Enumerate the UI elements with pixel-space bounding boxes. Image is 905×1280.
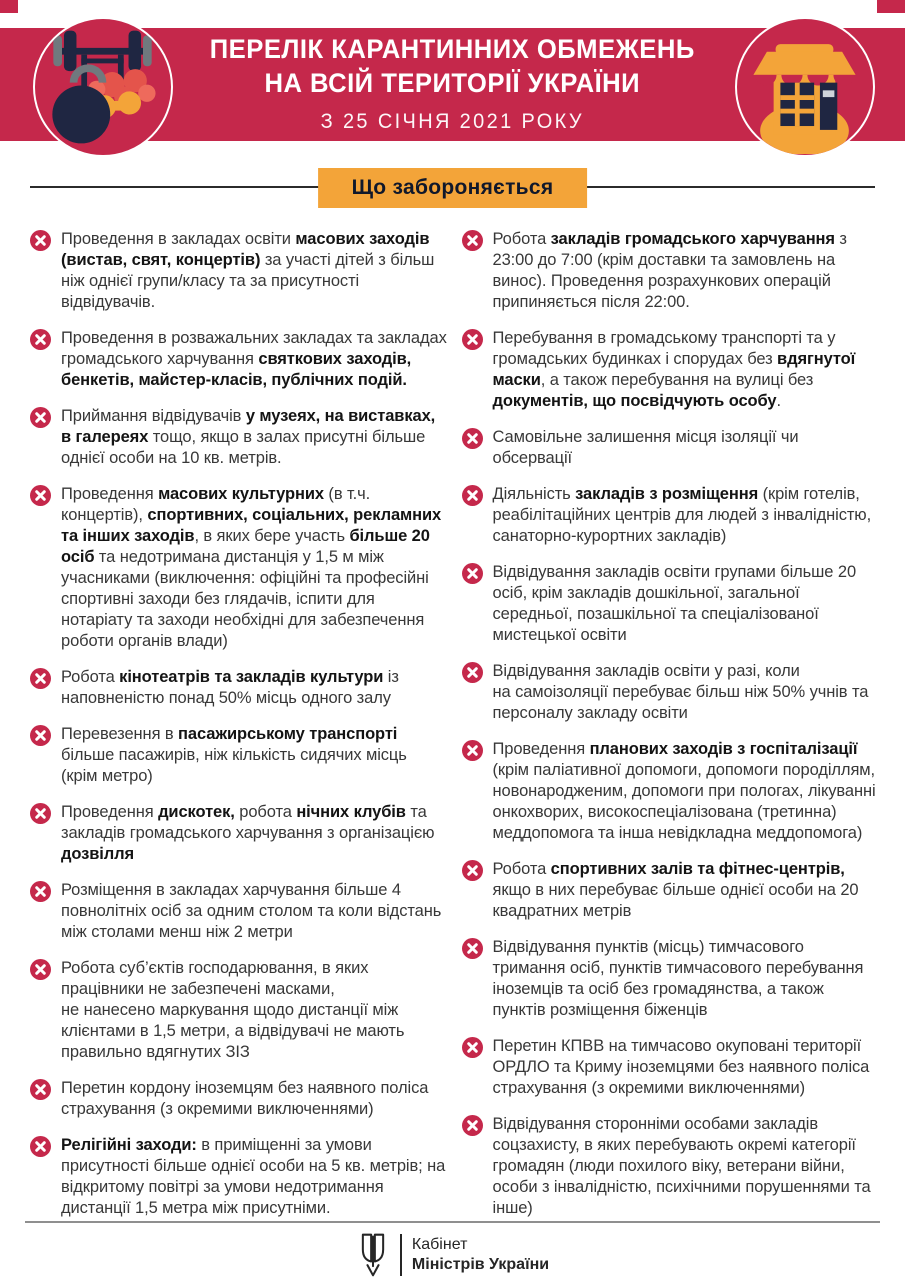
restriction-text: Проведення дискотек, робота нічних клубів та закладів громадського харчування з організацією дозвілля [61,803,435,863]
prohibited-x-icon [462,938,483,959]
restriction-text: Проведення масових культурних (в т.ч. концертів), спортивних, соціальних, рекламних та інших заходів, в яких бере участь більше 20 осіб та недотримана дистанція у 1,5 м між учасниками (виключення: офіційні та професійні спортивні заходи без глядачів, іспити для нотаріату та заходи необхідні для забезпечення роботи органів влади) [61,485,442,650]
organization-name [412,1235,549,1275]
restriction-text: Відвідування сторонніми особами закладів соцзахисту, в яких перебувають окремі категорії громадян (люди похилого віку, ветерани війни, особи з інвалідністю, психічними порушеннями та інше) [492,1115,871,1217]
prohibited-x-icon [30,881,51,902]
restriction-text: Релігійні заходи: в приміщенні за умови присутності більше однієї особи на 5 кв. метрів; на відкритому повітрі за умови недотримання дистанції 1,5 метра між присутніми. [61,1136,446,1217]
restriction-item [30,802,448,865]
restriction-item [462,739,880,844]
restriction-item [30,1135,448,1219]
restriction-text: Проведення в розважальних закладах та закладах громадського харчування святкових заходів, бенкетів, майстер-класів, публічних подій. [61,329,447,389]
prohibited-x-icon [462,230,483,251]
government-logo [0,1230,905,1280]
restriction-item [462,562,880,646]
restriction-text: Відвідування закладів освіти у разі, коли на самоізоляції перебуває більш ніж 50% учнів та персоналу закладу освіти [492,662,869,722]
section-badge [318,168,588,208]
title-line-1: ПЕРЕЛІК КАРАНТИННИХ ОБМЕЖЕНЬ [209,34,695,65]
restriction-item [30,958,448,1063]
prohibited-x-icon [462,329,483,350]
prohibited-x-icon [462,860,483,881]
restriction-item [462,328,880,412]
restriction-text: Перевезення в пасажирському транспорті більше пасажирів, ніж кількість сидячих місць (крім метро) [61,725,407,785]
restriction-item [462,229,880,313]
restriction-item [462,1114,880,1219]
restrictions-list [30,229,879,1234]
prohibited-x-icon [30,1136,51,1157]
prohibited-x-icon [30,1079,51,1100]
restriction-text: Відвідування закладів освіти групами більше 20 осіб, крім закладів дошкільної, загальної середньої, позашкільної та спеціалізованої мистецької освіти [492,563,857,644]
restriction-item [30,328,448,391]
restrictions-column-left [30,229,448,1234]
prohibited-x-icon [462,563,483,584]
prohibited-x-icon [462,662,483,683]
org-line-2: Міністрів України [411,1256,550,1273]
restriction-text: Перетин кордону іноземцям без наявного поліса страхування (з окремими виключеннями) [61,1079,429,1118]
restriction-text: Робота закладів громадського харчування з 23:00 до 7:00 (крім доставки та замовлень на винос). Проведення розрахункових операцій припиняється після 22:00. [492,230,847,311]
restriction-text: Діяльність закладів з розміщення (крім готелів, реабілітаційних центрів для людей з інвалідністю, санаторно-курортних закладів) [492,485,872,545]
restriction-item [462,427,880,469]
prohibited-x-icon [30,959,51,980]
prohibited-x-icon [30,230,51,251]
corner-decoration-left [0,0,18,13]
org-line-1: Кабінет [411,1236,468,1253]
restriction-item [30,406,448,469]
restriction-item [462,1036,880,1099]
restriction-item [462,484,880,547]
footer-divider-line [25,1221,880,1223]
prohibited-x-icon [462,740,483,761]
section-badge-label: Що забороняється [351,176,554,199]
prohibited-x-icon [30,329,51,350]
restriction-item [30,667,448,709]
title-line-2: НА ВСІЙ ТЕРИТОРІЇ УКРАЇНИ [264,68,641,98]
prohibited-x-icon [30,407,51,428]
restriction-text: Перетин КПВВ на тимчасово окуповані території ОРДЛО та Криму іноземцями без наявного поліса страхування (з окремими виключеннями) [492,1037,870,1097]
storefront-icon [735,17,875,157]
prohibited-x-icon [30,725,51,746]
restriction-text: Перебування в громадському транспорті та у громадських будинках і спорудах без вдягнутої маски, а також перебування на вулиці без документів, що посвідчують особу. [492,329,856,410]
restriction-item [462,937,880,1021]
restriction-text: Самовільне залишення місця ізоляції чи обсервації [492,428,799,467]
trident-icon [356,1231,390,1279]
restriction-item [30,484,448,652]
restriction-text: Робота спортивних залів та фітнес-центрів, якщо в них перебуває більше однієї особи на 20 квадратних метрів [492,860,859,920]
logo-divider [400,1234,402,1276]
restriction-text: Проведення в закладах освіти масових заходів (вистав, свят, концертів) за участі дітей з більш ніж однієї групи/класу та за присутності відвідувачів. [61,230,435,311]
restriction-text: Робота кінотеатрів та закладів культури із наповненістю понад 50% місць одного залу [61,668,399,707]
restriction-text: Проведення планових заходів з госпіталізації (крім паліативної допомоги, допомоги породіллям, новонародженим, допомоги при пологах, лікуванні онкохворих, високоспеціалізована (третинна) меддопомога та інша невідкладна меддопомога) [492,740,876,842]
restriction-item [462,661,880,724]
corner-decoration-right [877,0,905,13]
restrictions-column-right [462,229,880,1234]
restriction-item [30,229,448,313]
restriction-text: Приймання відвідувачів у музеях, на виставках, в галереях тощо, якщо в залах присутні більше однієї особи на 10 кв. метрів. [61,407,436,467]
gym-equipment-icon [33,17,173,157]
prohibited-x-icon [30,485,51,506]
prohibited-x-icon [462,1115,483,1136]
restriction-item [30,1078,448,1120]
prohibited-x-icon [462,485,483,506]
prohibited-x-icon [462,1037,483,1058]
restriction-item [30,880,448,943]
prohibited-x-icon [462,428,483,449]
restriction-item [462,859,880,922]
poster-title [210,35,695,133]
restriction-text: Розміщення в закладах харчування більше 4 повнолітніх осіб за одним столом та коли відстань між столами менш ніж 2 метри [61,881,442,941]
restriction-text: Відвідування пунктів (місць) тимчасового тримання осіб, пунктів тимчасового перебування іноземців та осіб без громадянства, а також пунктів розміщення біженців [492,938,864,1019]
prohibited-x-icon [30,803,51,824]
poster-date: З 25 СІЧНЯ 2021 РОКУ [320,109,585,133]
prohibited-x-icon [30,668,51,689]
restriction-item [30,724,448,787]
restriction-text: Робота суб’єктів господарювання, в яких працівники не забезпечені масками, не нанесено маркування щодо дистанції між клієнтами в 1,5 метри, а відвідувачі не мають правильно вдягнутих ЗІЗ [61,959,405,1061]
